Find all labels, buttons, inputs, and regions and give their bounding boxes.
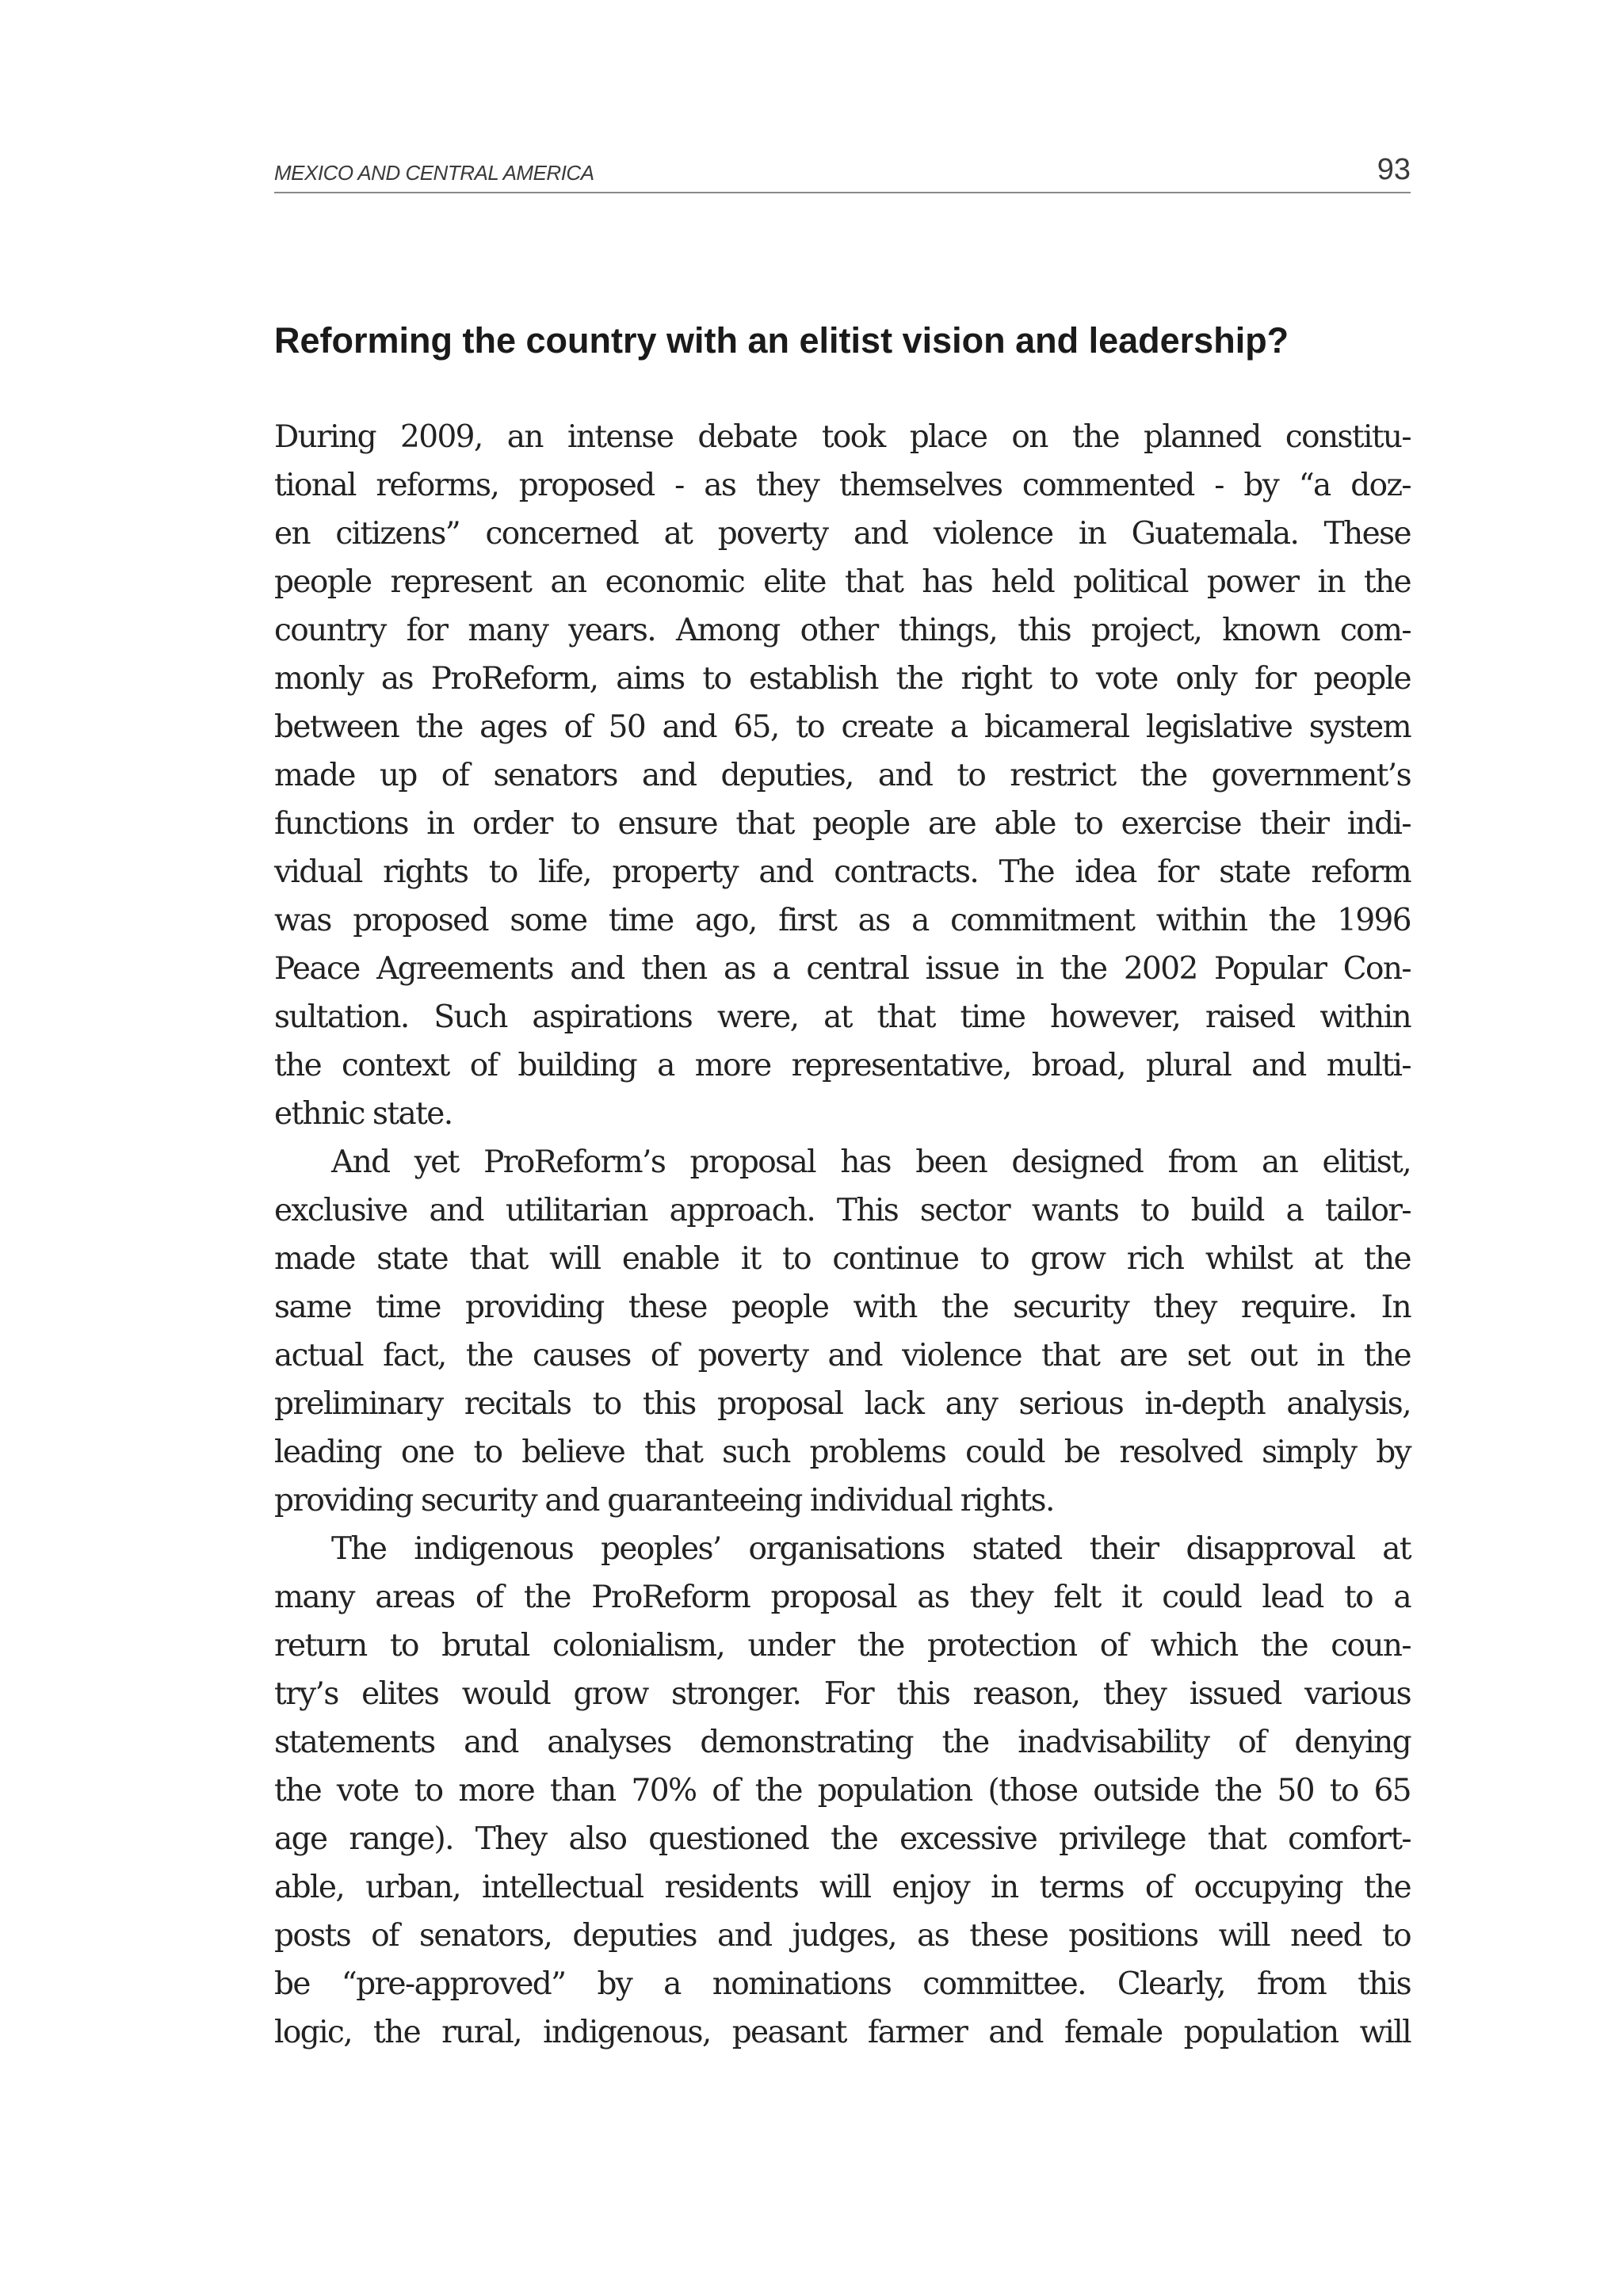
text-line: made up of senators and deputies, and to restrict the government’s — [274, 758, 1411, 793]
body-text — [274, 413, 1411, 2057]
text-line: And yet ProReform’s proposal has been designed from an elitist, — [331, 1144, 1411, 1180]
running-header — [274, 152, 1411, 193]
text-line: be “pre-approved” by a nominations committee. Clearly, from this — [274, 1966, 1411, 2002]
text-line: providing security and guaranteeing individual rights. — [274, 1483, 1054, 1519]
text-line: posts of senators, deputies and judges, as these positions will need to — [274, 1918, 1411, 1954]
text-line: age range). They also questioned the excessive privilege that comfort- — [274, 1821, 1411, 1857]
text-line: vidual rights to life, property and contracts. The idea for state reform — [274, 854, 1411, 890]
text-line: tional reforms, proposed - as they themselves commented - by “a doz- — [274, 468, 1411, 503]
text-line: statements and analyses demonstrating the inadvisability of denying — [274, 1725, 1411, 1760]
section-heading: Reforming the country with an elitist vision and leadership? — [274, 320, 1289, 361]
text-line: preliminary recitals to this proposal lack any serious in-depth analysis, — [274, 1386, 1411, 1422]
text-line: return to brutal colonialism, under the protection of which the coun- — [274, 1628, 1411, 1664]
text-line: functions in order to ensure that people are able to exercise their indi- — [274, 806, 1411, 842]
paragraph-1 — [274, 413, 1411, 1138]
text-line: try’s elites would grow stronger. For this reason, they issued various — [274, 1676, 1411, 1712]
text-line: between the ages of 50 and 65, to create a bicameral legislative system — [274, 709, 1411, 745]
text-line: During 2009, an intense debate took place on the planned constitu- — [274, 419, 1411, 455]
text-line: the context of building a more representative, broad, plural and multi- — [274, 1048, 1411, 1083]
text-line: en citizens” concerned at poverty and violence in Guatemala. These — [274, 516, 1411, 552]
page-number: 93 — [1377, 153, 1411, 186]
text-line: country for many years. Among other things, this project, known com- — [274, 613, 1411, 648]
text-line: sultation. Such aspirations were, at that time however, raised within — [274, 999, 1411, 1035]
text-line: exclusive and utilitarian approach. This sector wants to build a tailor- — [274, 1193, 1411, 1228]
text-line: actual fact, the causes of poverty and violence that are set out in the — [274, 1338, 1411, 1373]
text-line: ethnic state. — [274, 1096, 453, 1132]
text-line: same time providing these people with the security they require. In — [274, 1289, 1411, 1325]
text-line: people represent an economic elite that has held political power in the — [274, 564, 1411, 600]
paragraph-3 — [274, 1525, 1411, 2057]
text-line: The indigenous peoples’ organisations stated their disapproval at — [331, 1531, 1411, 1567]
paragraph-2 — [274, 1138, 1411, 1525]
text-line: Peace Agreements and then as a central issue in the 2002 Popular Con- — [274, 951, 1411, 987]
text-line: the vote to more than 70% of the population (those outside the 50 to 65 — [274, 1773, 1411, 1809]
text-line: was proposed some time ago, first as a commitment within the 1996 — [274, 903, 1411, 938]
text-line: logic, the rural, indigenous, peasant farmer and female population will — [274, 2015, 1411, 2050]
text-line: made state that will enable it to continue to grow rich whilst at the — [274, 1241, 1411, 1277]
running-title: MEXICO AND CENTRAL AMERICA — [274, 161, 594, 185]
text-line: many areas of the ProReform proposal as they felt it could lead to a — [274, 1580, 1411, 1615]
text-line: able, urban, intellectual residents will enjoy in terms of occupying the — [274, 1870, 1411, 1905]
text-line: monly as ProReform, aims to establish the right to vote only for people — [274, 661, 1411, 697]
text-line: leading one to believe that such problems could be resolved simply by — [274, 1435, 1411, 1470]
